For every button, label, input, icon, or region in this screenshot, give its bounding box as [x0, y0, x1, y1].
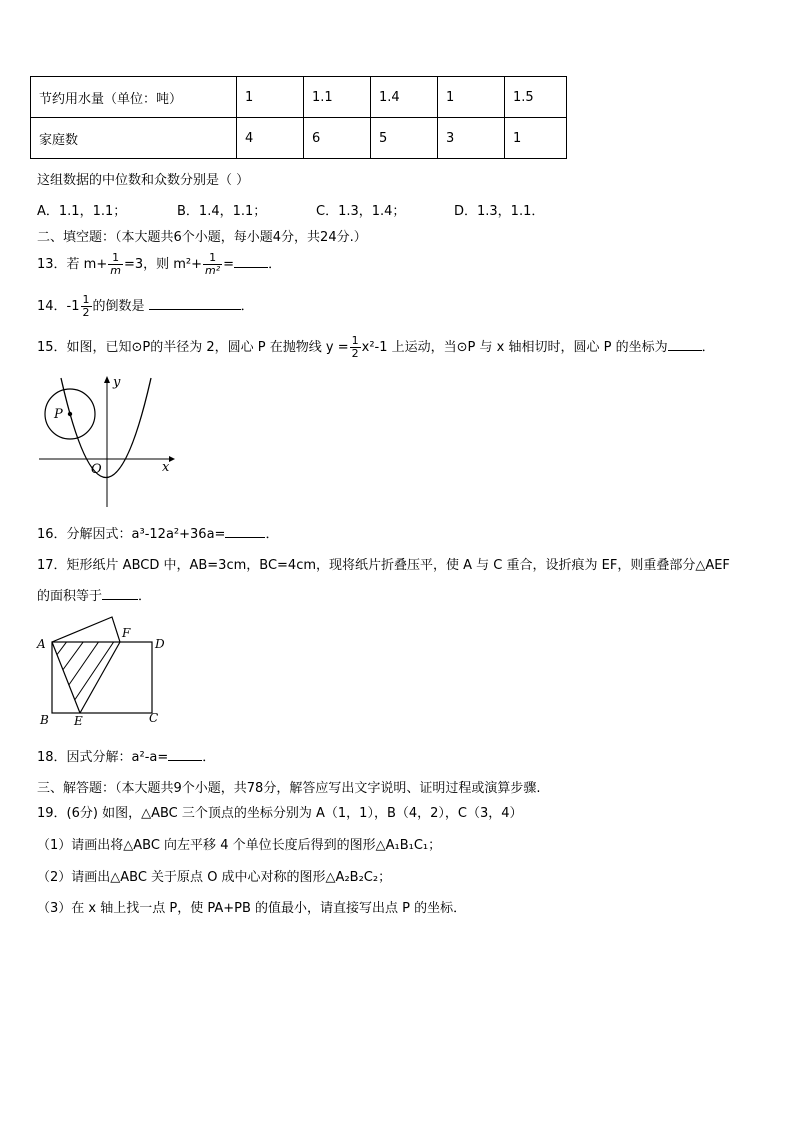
label-d: D	[155, 637, 165, 651]
fraction: $\frac{1}{\text{m²}}$	[205, 251, 221, 277]
water-usage-table	[30, 76, 567, 159]
section-2-heading: 二、填空题：（本大题共6个小题，每小题4分，共24分.）	[37, 230, 367, 245]
y-axis-arrow	[104, 376, 110, 383]
table-cell: 4	[237, 118, 304, 159]
q13-text-a: 13．若 m+	[37, 257, 108, 272]
table-cell: 1.1	[304, 77, 371, 118]
parabola-circle-figure	[35, 372, 175, 512]
label-f: F	[122, 626, 131, 640]
label-y: y	[113, 375, 121, 390]
answer-blank	[149, 309, 241, 310]
fold-crease-ef	[80, 642, 120, 713]
table-cell: 1.4	[371, 77, 438, 118]
parabola-curve	[61, 378, 151, 478]
label-p: P	[54, 407, 63, 422]
label-b: B	[40, 713, 49, 727]
table-cell: 节约用水量（单位：吨）	[31, 77, 237, 118]
answer-blank	[668, 350, 702, 351]
q12-stem: 这组数据的中位数和众数分别是（ ）	[37, 173, 250, 188]
label-x: x	[162, 460, 170, 475]
table-cell: 1.5	[505, 77, 567, 118]
table-cell: 1	[505, 118, 567, 159]
label-c: C	[149, 711, 159, 725]
question-13: 13．若 m+ $\frac{1}{m}$ =3，则 m²+ $\frac{1}{\text{m²}}$ = ．	[37, 251, 282, 277]
answer-blank	[168, 760, 202, 761]
question-15: 15．如图，已知⊙P的半径为 2，圆心 P 在抛物线 y = $\frac{1}{2}$ x²-1 上运动，当⊙P 与 x 轴相切时，圆心 P 的坐标为 ．	[37, 334, 715, 360]
section-3-heading: 三、解答题：（本大题共9个小题，共78分，解答应写出文字说明、证明过程或演算步骤.	[37, 781, 541, 796]
q12-option-b: B．1.4，1.1；	[177, 204, 267, 219]
table-cell: 6	[304, 118, 371, 159]
center-point	[68, 412, 72, 416]
table-cell: 3	[438, 118, 505, 159]
table-row	[31, 118, 567, 159]
fraction: $\frac{1}{2}$	[351, 334, 359, 360]
table-cell: 5	[371, 118, 438, 159]
table-cell: 家庭数	[31, 118, 237, 159]
label-e: E	[74, 714, 83, 728]
fraction: $\frac{1}{2}$	[82, 293, 90, 319]
question-18: 18．因式分解：a²-a= ．	[37, 750, 216, 765]
fraction: $\frac{1}{m}$	[110, 251, 121, 277]
table-cell: 1	[237, 77, 304, 118]
question-19-part-3: （3）在 x 轴上找一点 P，使 PA+PB 的值最小，请直接写出点 P 的坐标．	[37, 901, 467, 916]
label-a: A	[37, 637, 46, 651]
q12-option-a: A．1.1，1.1；	[37, 204, 127, 219]
q12-option-d: D．1.3，1.1．	[454, 204, 545, 219]
table-row	[31, 77, 567, 118]
answer-blank	[102, 599, 138, 600]
question-19-stem: 19．(6分) 如图，△ABC 三个顶点的坐标分别为 A（1，1），B（4，2），C（3，4）	[37, 806, 523, 821]
q12-option-c: C．1.3，1.4；	[316, 204, 406, 219]
rectangle-abcd	[52, 642, 152, 713]
q13-text-b: =3，则 m²+	[123, 257, 203, 272]
question-19-part-1: （1）请画出将△ABC 向左平移 4 个单位长度后得到的图形△A₁B₁C₁；	[37, 838, 442, 853]
q13-text-c: =	[223, 257, 235, 272]
question-17-line-2: 的面积等于 ．	[37, 589, 152, 604]
question-14: 14．-1 $\frac{1}{2}$ 的倒数是 ．	[37, 293, 254, 319]
folded-flap	[52, 617, 120, 642]
answer-blank	[234, 267, 268, 268]
folded-rectangle-figure	[34, 612, 174, 730]
table-cell: 1	[438, 77, 505, 118]
question-17-line-1: 17．矩形纸片 ABCD 中，AB=3cm，BC=4cm，现将纸片折叠压平，使 A 与 C 重合，设折痕为 EF，则重叠部分△AEF	[37, 558, 730, 573]
x-axis-arrow	[169, 456, 175, 462]
label-o: O	[91, 462, 102, 477]
question-16: 16．分解因式：a³-12a²+36a= ．	[37, 527, 279, 542]
question-19-part-2: （2）请画出△ABC 关于原点 O 成中心对称的图形△A₂B₂C₂；	[37, 870, 392, 885]
answer-blank	[225, 537, 265, 538]
